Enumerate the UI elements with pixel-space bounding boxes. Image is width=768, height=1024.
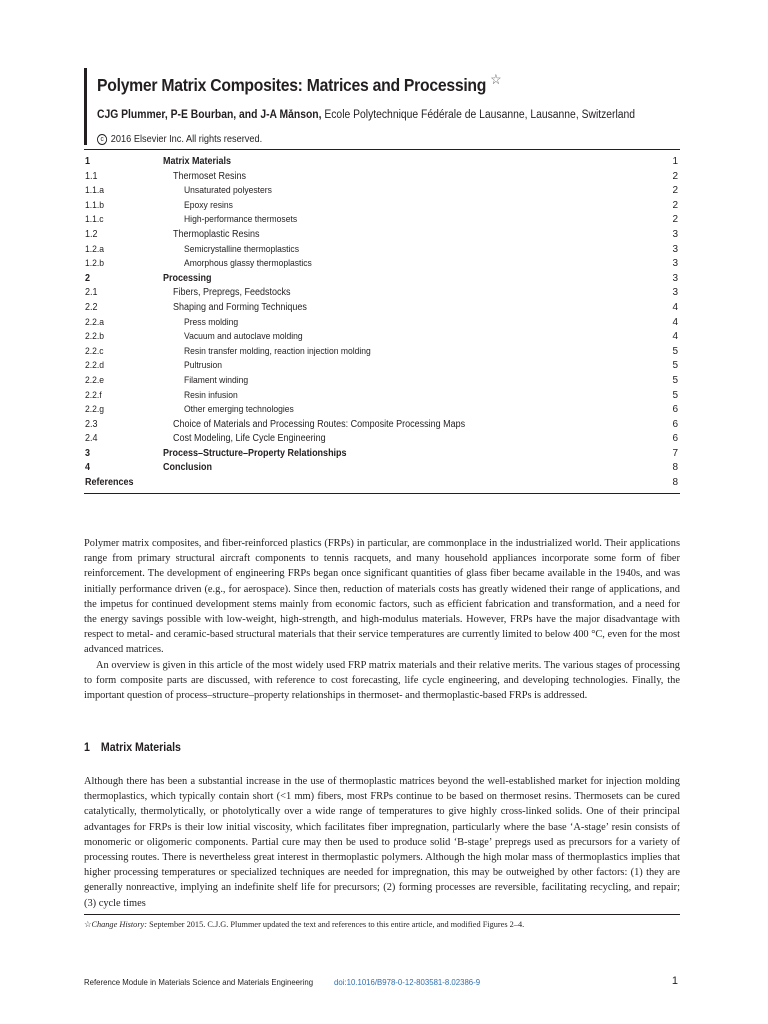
- toc-page: 5: [672, 360, 678, 372]
- toc-title: Matrix Materials: [163, 156, 232, 167]
- toc-title: Pultrusion: [184, 360, 223, 372]
- author-line: [97, 108, 637, 122]
- toc-entry[interactable]: [84, 432, 680, 447]
- toc-entry[interactable]: [84, 389, 680, 404]
- section-number: 1: [84, 742, 90, 754]
- toc-entry[interactable]: [84, 447, 680, 462]
- journal-name: Reference Module in Materials Science and Materials Engineering: [84, 977, 314, 987]
- toc-entry[interactable]: [84, 213, 680, 228]
- toc-entry[interactable]: [84, 374, 680, 389]
- introduction: [84, 536, 680, 703]
- toc-title: Unsaturated polyesters: [184, 185, 272, 197]
- page-footer: [84, 975, 680, 989]
- toc-number: 1.2.a: [85, 243, 105, 255]
- copyright-text: 2016 Elsevier Inc. All rights reserved.: [110, 133, 263, 145]
- toc-number: References: [85, 477, 134, 489]
- toc-number: 1.1: [85, 170, 98, 182]
- toc-title: Epoxy resins: [184, 199, 233, 211]
- footnote-label: Change History:: [91, 920, 147, 929]
- toc-number: 2.4: [85, 433, 98, 445]
- authors: CJG Plummer, P-E Bourban, and J-A Månson,: [97, 108, 322, 121]
- toc-entry[interactable]: [84, 476, 680, 491]
- toc-entry[interactable]: [84, 418, 680, 433]
- toc-entry[interactable]: [84, 199, 680, 214]
- toc-number: 4: [85, 462, 91, 474]
- toc-entry[interactable]: [84, 330, 680, 345]
- toc-title: Thermoplastic Resins: [173, 228, 260, 240]
- toc-entry[interactable]: [84, 272, 680, 287]
- toc-page: 3: [672, 272, 678, 284]
- toc-title: Amorphous glassy thermoplastics: [184, 258, 312, 270]
- toc-page: 3: [672, 287, 678, 299]
- toc-title: Press molding: [184, 316, 239, 328]
- toc-entry[interactable]: [84, 228, 680, 243]
- toc-title: Filament winding: [184, 374, 249, 386]
- toc-title: Thermoset Resins: [173, 170, 247, 182]
- toc-page: 2: [672, 170, 678, 182]
- toc-number: 1.2.b: [85, 258, 105, 270]
- toc-entry[interactable]: [84, 155, 680, 170]
- toc-title: Resin transfer molding, reaction injection molding: [184, 345, 371, 357]
- toc-title: Semicrystalline thermoplastics: [184, 243, 299, 255]
- toc-page: 2: [672, 185, 678, 197]
- toc-entry[interactable]: [84, 257, 680, 272]
- toc-page: 8: [672, 462, 678, 474]
- footnote-text: September 2015. C.J.G. Plummer updated the text and references to this entire article, and modified Figures 2–4.: [147, 920, 525, 929]
- toc-number: 2.2.g: [85, 404, 105, 416]
- toc-title: Choice of Materials and Processing Routes: Composite Processing Maps: [173, 418, 466, 430]
- toc-title: Fibers, Prepregs, Feedstocks: [173, 287, 291, 299]
- toc-number: 1.1.c: [85, 214, 104, 226]
- toc-number: 1.1.a: [85, 185, 105, 197]
- toc-number: 2.1: [85, 287, 98, 299]
- toc-page: 4: [672, 316, 678, 328]
- intro-paragraph-2: An overview is given in this article of the most widely used FRP matrix materials and their relative merits. The various stages of processing to form composite parts are discussed, with reference to cost forecasting, life cycle engineering, and developing technologies. Finally, the important question of process–structure–property relationships in thermoset- and thermoplastic-based FRPs is addressed.: [84, 659, 680, 702]
- toc-number: 2.2.a: [85, 316, 105, 328]
- toc-entry[interactable]: [84, 301, 680, 316]
- toc-number: 2.2.e: [85, 374, 105, 386]
- toc-page: 3: [672, 228, 678, 240]
- toc-page: 8: [672, 477, 678, 489]
- intro-paragraph-1: Polymer matrix composites, and fiber-reinforced plastics (FRPs) in particular, are commonplace in the industrialized world. Their applications range from primary structural aircraft components to tennis racquets, and many household appliances incorporate some form of fiber reinforcement. The development of engineering FRPs began once significant quantities of glass fiber became available in the 1940s, and was initially performance driven (e.g., for aerospace). Since then, reduction of materials costs has greatly widened their range of applications, and the impetus for continued development stems mainly from economic factors, such as efficient fabrication and transformation, and a need for the energy savings possible with low-weight, high-strength, and high-modulus materials. However, FRPs have the major disadvantage with respect to metal- and ceramic-based structural materials that their service temperatures are currently limited to below 400 °C, even for the most advanced matrices.: [84, 538, 680, 656]
- toc-entry[interactable]: [84, 184, 680, 199]
- toc-title: Shaping and Forming Techniques: [173, 301, 307, 313]
- section-paragraph: Although there has been a substantial increase in the use of thermoplastic matrices beyond the well-established market for injection molding thermoplastics, which typically contain short (<1 mm) fibers, most FRPs continue to be based on thermoset resins. Thermosets can be cured catalytically, thermolytically, or photolytically over a wide range of temperatures to give highly cross-linked solids. One of their principal advantages for FRPs is their low initial viscosity, which facilitates fiber impregnation, particularly where the base ‘A-stage’ resin consists of monomeric or oligomeric components. Partial cure may then be used to produce solid ‘B-stage’ prepregs used as precursors for a variety of processing routes. There is nevertheless great interest in thermoplastic polymers. Although the high molar mass of thermoplastics implies that higher processing temperatures or specialized techniques are needed for impregnation, this may be outweighed by other factors: (1) they are generally nonreactive, implying an indefinite shelf life for precursors; (2) forming processes are reversible, facilitating recycling, and repair; (3) cycle times: [84, 776, 680, 909]
- section-heading-matrix-materials: [84, 742, 181, 754]
- toc-number: 1.2: [85, 228, 98, 240]
- toc-title: Process–Structure–Property Relationships: [163, 447, 347, 459]
- toc-entry[interactable]: [84, 461, 680, 476]
- article-header: [84, 68, 697, 145]
- toc-page: 2: [672, 199, 678, 211]
- toc-number: 2.2.f: [85, 389, 102, 401]
- toc-title: Resin infusion: [184, 389, 238, 401]
- toc-number: 1.1.b: [85, 199, 105, 211]
- toc-page: 7: [672, 447, 678, 459]
- page-number: 1: [671, 975, 678, 987]
- toc-page: 2: [672, 214, 678, 226]
- toc-page: 5: [672, 374, 678, 386]
- section-title: Matrix Materials: [100, 742, 181, 754]
- toc-number: 2.2.d: [85, 360, 105, 372]
- toc-page: 3: [672, 258, 678, 270]
- toc-entry[interactable]: [84, 359, 680, 374]
- toc-page: 4: [672, 331, 678, 343]
- toc-number: 1: [85, 156, 91, 167]
- toc-title: Cost Modeling, Life Cycle Engineering: [173, 433, 326, 445]
- copyright-icon: c: [97, 134, 107, 145]
- toc-number: 2.3: [85, 418, 98, 430]
- toc-page: 6: [672, 433, 678, 445]
- toc-page: 1: [672, 156, 678, 167]
- toc-page: 4: [672, 301, 678, 313]
- toc-number: 2.2.c: [85, 345, 104, 357]
- toc-title: Other emerging technologies: [184, 404, 294, 416]
- footnote: [84, 914, 680, 929]
- toc-entry[interactable]: [84, 403, 680, 418]
- toc-title: Vacuum and autoclave molding: [184, 331, 303, 343]
- table-of-contents: [84, 149, 680, 494]
- toc-number: 2: [85, 272, 91, 284]
- toc-page: 6: [672, 404, 678, 416]
- toc-entry[interactable]: [84, 286, 680, 301]
- toc-entry[interactable]: [84, 316, 680, 331]
- section-body: [84, 774, 680, 911]
- toc-page: 6: [672, 418, 678, 430]
- affiliation: Ecole Polytechnique Fédérale de Lausanne, Lausanne, Switzerland: [321, 108, 636, 121]
- toc-page: 3: [672, 243, 678, 255]
- toc-number: 2.2: [85, 301, 98, 313]
- toc-number: 3: [85, 447, 91, 459]
- copyright-line: [97, 134, 649, 145]
- article-title: Polymer Matrix Composites: Matrices and Processing ☆: [97, 71, 502, 95]
- toc-title: Conclusion: [163, 462, 213, 474]
- toc-number: 2.2.b: [85, 331, 105, 343]
- toc-entry[interactable]: [84, 243, 680, 258]
- toc-entry[interactable]: [84, 170, 680, 185]
- toc-title: High-performance thermosets: [184, 214, 298, 226]
- footnote-mark: ☆: [84, 920, 92, 929]
- toc-title: Processing: [163, 272, 212, 284]
- toc-page: 5: [672, 345, 678, 357]
- toc-entry[interactable]: [84, 345, 680, 360]
- toc-page: 5: [672, 389, 678, 401]
- star-icon: ☆: [490, 71, 502, 87]
- toc-divider: [84, 493, 680, 494]
- doi-link[interactable]: doi:10.1016/B978-0-12-803581-8.02386-9: [334, 977, 481, 987]
